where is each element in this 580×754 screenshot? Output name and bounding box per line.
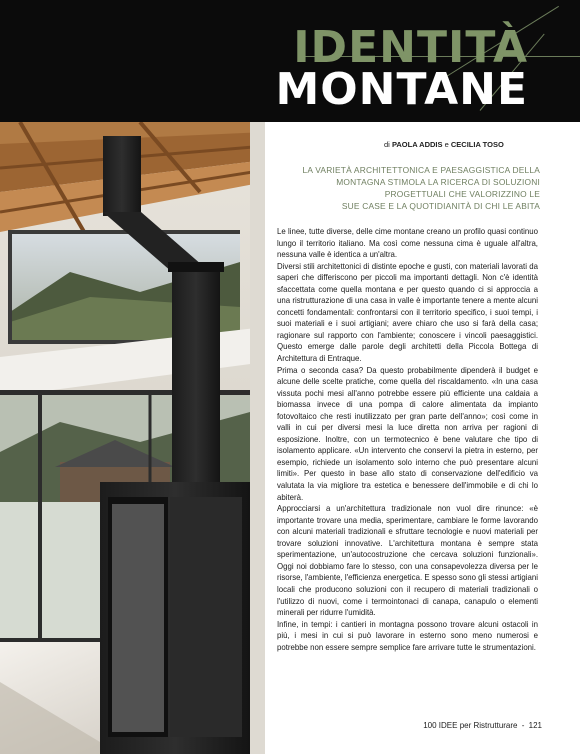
page-number: 121 xyxy=(528,721,542,730)
title-line-2: MONTANE xyxy=(275,64,528,115)
byline xyxy=(384,140,504,149)
lead-paragraph xyxy=(283,164,540,212)
footer-separator: - xyxy=(521,721,525,730)
body-paragraph: Infine, in tempi: i cantieri in montagna possono trovare alcuni ostacoli in più, i mesi in cui si può lavorare in esterno sono meno numerosi e potrebbe non essere sempre semplice fare arrivare tutte le strumentazioni. xyxy=(277,619,538,652)
lead-line: SUE CASE E LA QUOTIDIANITÀ DI CHI LE ABITA xyxy=(341,201,540,211)
lead-line: LA VARIETÀ ARCHITETTONICA E PAESAGGISTICA DELLA xyxy=(302,165,540,175)
byline-conjunction: e xyxy=(444,140,449,149)
byline-prefix: di xyxy=(384,140,390,149)
interior-photo xyxy=(0,122,265,754)
body-paragraph: Prima o seconda casa? Da questo probabilmente dipenderà il budget e alcune delle scelte pratiche, come quella del riscaldamento. «In una casa vissuta pochi mesi all'anno potrebbe essere più efficiente una caldaia a biomassa invece di una pompa di calore alimentata da impianto fotovoltaico che resti inutilizzato per gran parte dell'anno»; così come in valli in cui per diversi mesi la luce diretta non arriva per ragioni di esposizione. Inoltre, con un termotecnico è bene valutare che tipo di isolamento applicare. «Un intervento che conservi la pietra in esterno, per esempio, richiede un isolamento solo interno che può presentare alcuni limiti». Per questo in base allo stato di conservazione dell'edificio va valutata la via migliore tra estetica e benessere dell'immobile e di chi lo abiterà. xyxy=(277,365,538,502)
header-band xyxy=(0,0,580,122)
author-name: PAOLA ADDIS xyxy=(391,140,443,149)
lead-line: MONTAGNA STIMOLA LA RICERCA DI SOLUZIONI xyxy=(336,177,540,187)
body-paragraph: Approcciarsi a un'architettura tradizionale non vuol dire rinunce: «è importante trovare una media, sperimentare, cambiare le forme lavorando con alcuni materiali tradizionali e sfruttare tecnologie e nuovi materiali per trovare soluzioni innovative. L'architettura montana è sempre stata sperimentazione, un'autocostruzione che cercava soluzioni funzionali». Oggi noi dobbiamo fare lo stesso, con una consapevolezza diversa per le risorse, l'ambiente, l'efficienza energetica. E spesso sono gli stessi artigiani locali che producono soluzioni con il recupero di materiali tradizionali o l'utilizzo di nuovi, come i termointonaci di canapa, canapulo o elementi minerali per ridurre l'umidità. xyxy=(277,504,538,618)
author-name: CECILIA TOSO xyxy=(450,140,504,149)
title-line-1: IDENTITÀ xyxy=(293,22,528,73)
lead-line: PROGETTUALI CHE VALORIZZINO LE xyxy=(384,189,540,199)
body-paragraph: Diversi stili architettonici di distinte epoche e gusti, con materiali lavorati da saperi che differiscono per piccoli ma importanti dettagli. Non c'è identità sfaccettata come quella montana e per questo quando ci si approccia a una ristrutturazione di una casa in valle è importante tenere a mente alcuni concetti fondamentali: confrontarsi con il territorio specifico, i suoi tempi, i suoi materiali e i suoi artigiani; avere chiaro che uso si farà della casa; ragionare sul rapporto con l'ambiente; conoscere i vincoli paesaggistici. Questo emerge dalle parole degli architetti della Piccola Bottega di Architettura di Entraque. xyxy=(277,261,538,364)
publication-label: 100 IDEE per Ristrutturare xyxy=(423,721,518,730)
page-footer xyxy=(421,721,542,730)
body-paragraph: Le linee, tutte diverse, delle cime montane creano un profilo quasi continuo lungo il territorio italiano. Ma così come nessuna cima è uguale all'altra, nessuna valle è identica a un'altra. xyxy=(277,227,538,260)
article-body xyxy=(277,226,538,653)
